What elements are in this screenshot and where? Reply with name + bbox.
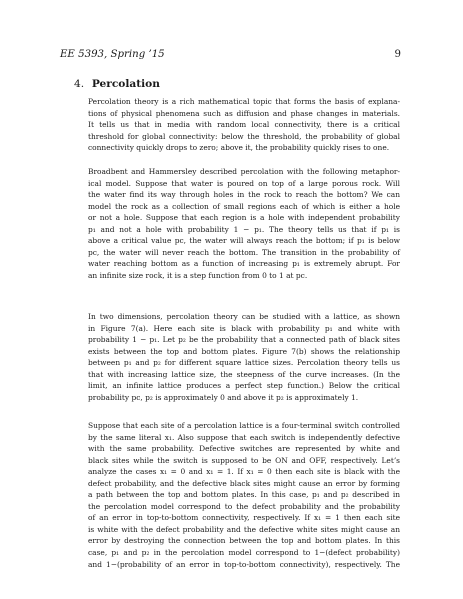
text-line: an infinite size rock, it is a step function from 0 to 1 at pc. <box>88 270 308 280</box>
text-line: It tells us that in media with random local connectivity, there is a critical <box>88 120 400 130</box>
text-line: water reaching bottom as a function of increasing p₁ is extremely abrupt. For <box>88 259 400 269</box>
text-line: a path between the top and bottom plates. In this case, p₁ and p₂ described in <box>88 490 400 500</box>
text-line: tions of physical phenomena such as diffusion and phase changes in materials. <box>88 108 400 118</box>
text-line: the water find its way through holes in the rock to reach the bottom? We can <box>88 190 400 200</box>
section-title: Percolation <box>91 78 160 90</box>
section-heading <box>74 78 160 90</box>
text-line: exists between the top and bottom plates. Figure 7(b) shows the relationship <box>88 346 400 356</box>
text-line: threshold for global connectivity: below the threshold, the probability of global <box>88 131 400 141</box>
section-number: 4. <box>74 78 85 90</box>
paragraph-2 <box>88 166 400 281</box>
page-header <box>60 49 401 60</box>
text-line: Suppose that each site of a percolation lattice is a four-terminal switch controlled <box>88 421 400 430</box>
text-line: by the same literal x₁. Also suppose that each switch is independently defective <box>88 432 400 442</box>
text-line: In two dimensions, percolation theory can be studied with a lattice, as shown <box>88 312 400 321</box>
running-title: EE 5393, Spring ’15 <box>60 49 165 60</box>
text-line: Percolation theory is a rich mathematical topic that forms the basis of explana- <box>88 97 400 106</box>
text-line: ical model. Suppose that water is poured on top of a large porous rock. Will <box>88 178 400 188</box>
paragraph-4 <box>88 420 400 570</box>
text-line: that with increasing lattice size, the steepness of the curve increases. (In the <box>88 369 400 379</box>
text-line: black sites while the switch is supposed to be ON and OFF, respectively. Let’s <box>88 455 400 465</box>
text-line: analyze the cases x₁ = 0 and x₁ = 1. If x₁ = 0 then each site is black with the <box>88 467 400 477</box>
text-line: defect probability, and the defective black sites might cause an error by forming <box>88 478 400 488</box>
text-line: probability pc, p₂ is approximately 0 and above it p₂ is approximately 1. <box>88 392 359 402</box>
text-line: p₁ and not a hole with probability 1 − p₁. The theory tells us that if p₁ is <box>88 224 400 234</box>
text-line: error by destroying the connection between the top and bottom plates. In this <box>88 536 400 546</box>
paragraph-3 <box>88 311 400 403</box>
text-line: of an error in top-to-bottom connectivity, respectively. If x₁ = 1 then each site <box>88 513 400 523</box>
text-line: model the rock as a collection of small regions each of which is either a hole <box>88 201 400 211</box>
text-line: probability 1 − p₁. Let p₂ be the probability that a connected path of black sites <box>88 335 400 345</box>
text-line: the percolation model correspond to the defect probability and the probability <box>88 501 400 511</box>
text-line: and 1−(probability of an error in top-to-bottom connectivity), respectively. The <box>88 559 400 569</box>
text-line: in Figure 7(a). Here each site is black with probability p₁ and white with <box>88 323 400 333</box>
text-line: case, p₁ and p₂ in the percolation model correspond to 1−(defect probability) <box>88 548 400 558</box>
text-line: or not a hole. Suppose that each region is a hole with independent probability <box>88 213 400 223</box>
text-line: connectivity quickly drops to zero; above it, the probability quickly rises to one. <box>88 143 390 153</box>
text-line: with the same probability. Defective switches are represented by white and <box>88 444 400 454</box>
page-number: 9 <box>394 49 401 60</box>
text-line: limit, an infinite lattice produces a perfect step function.) Below the critical <box>88 381 400 391</box>
text-line: pc, the water will never reach the bottom. The transition in the probability of <box>88 247 400 257</box>
text-line: Broadbent and Hammersley described percolation with the following metaphor- <box>88 167 400 176</box>
text-line: between p₁ and p₂ for different square lattice sizes. Percolation theory tells us <box>88 358 400 368</box>
paragraph-1 <box>88 96 400 154</box>
text-line: is white with the defect probability and the defective white sites might cause an <box>88 524 400 534</box>
text-line: above a critical value pc, the water will always reach the bottom; if p₁ is below <box>88 236 400 246</box>
